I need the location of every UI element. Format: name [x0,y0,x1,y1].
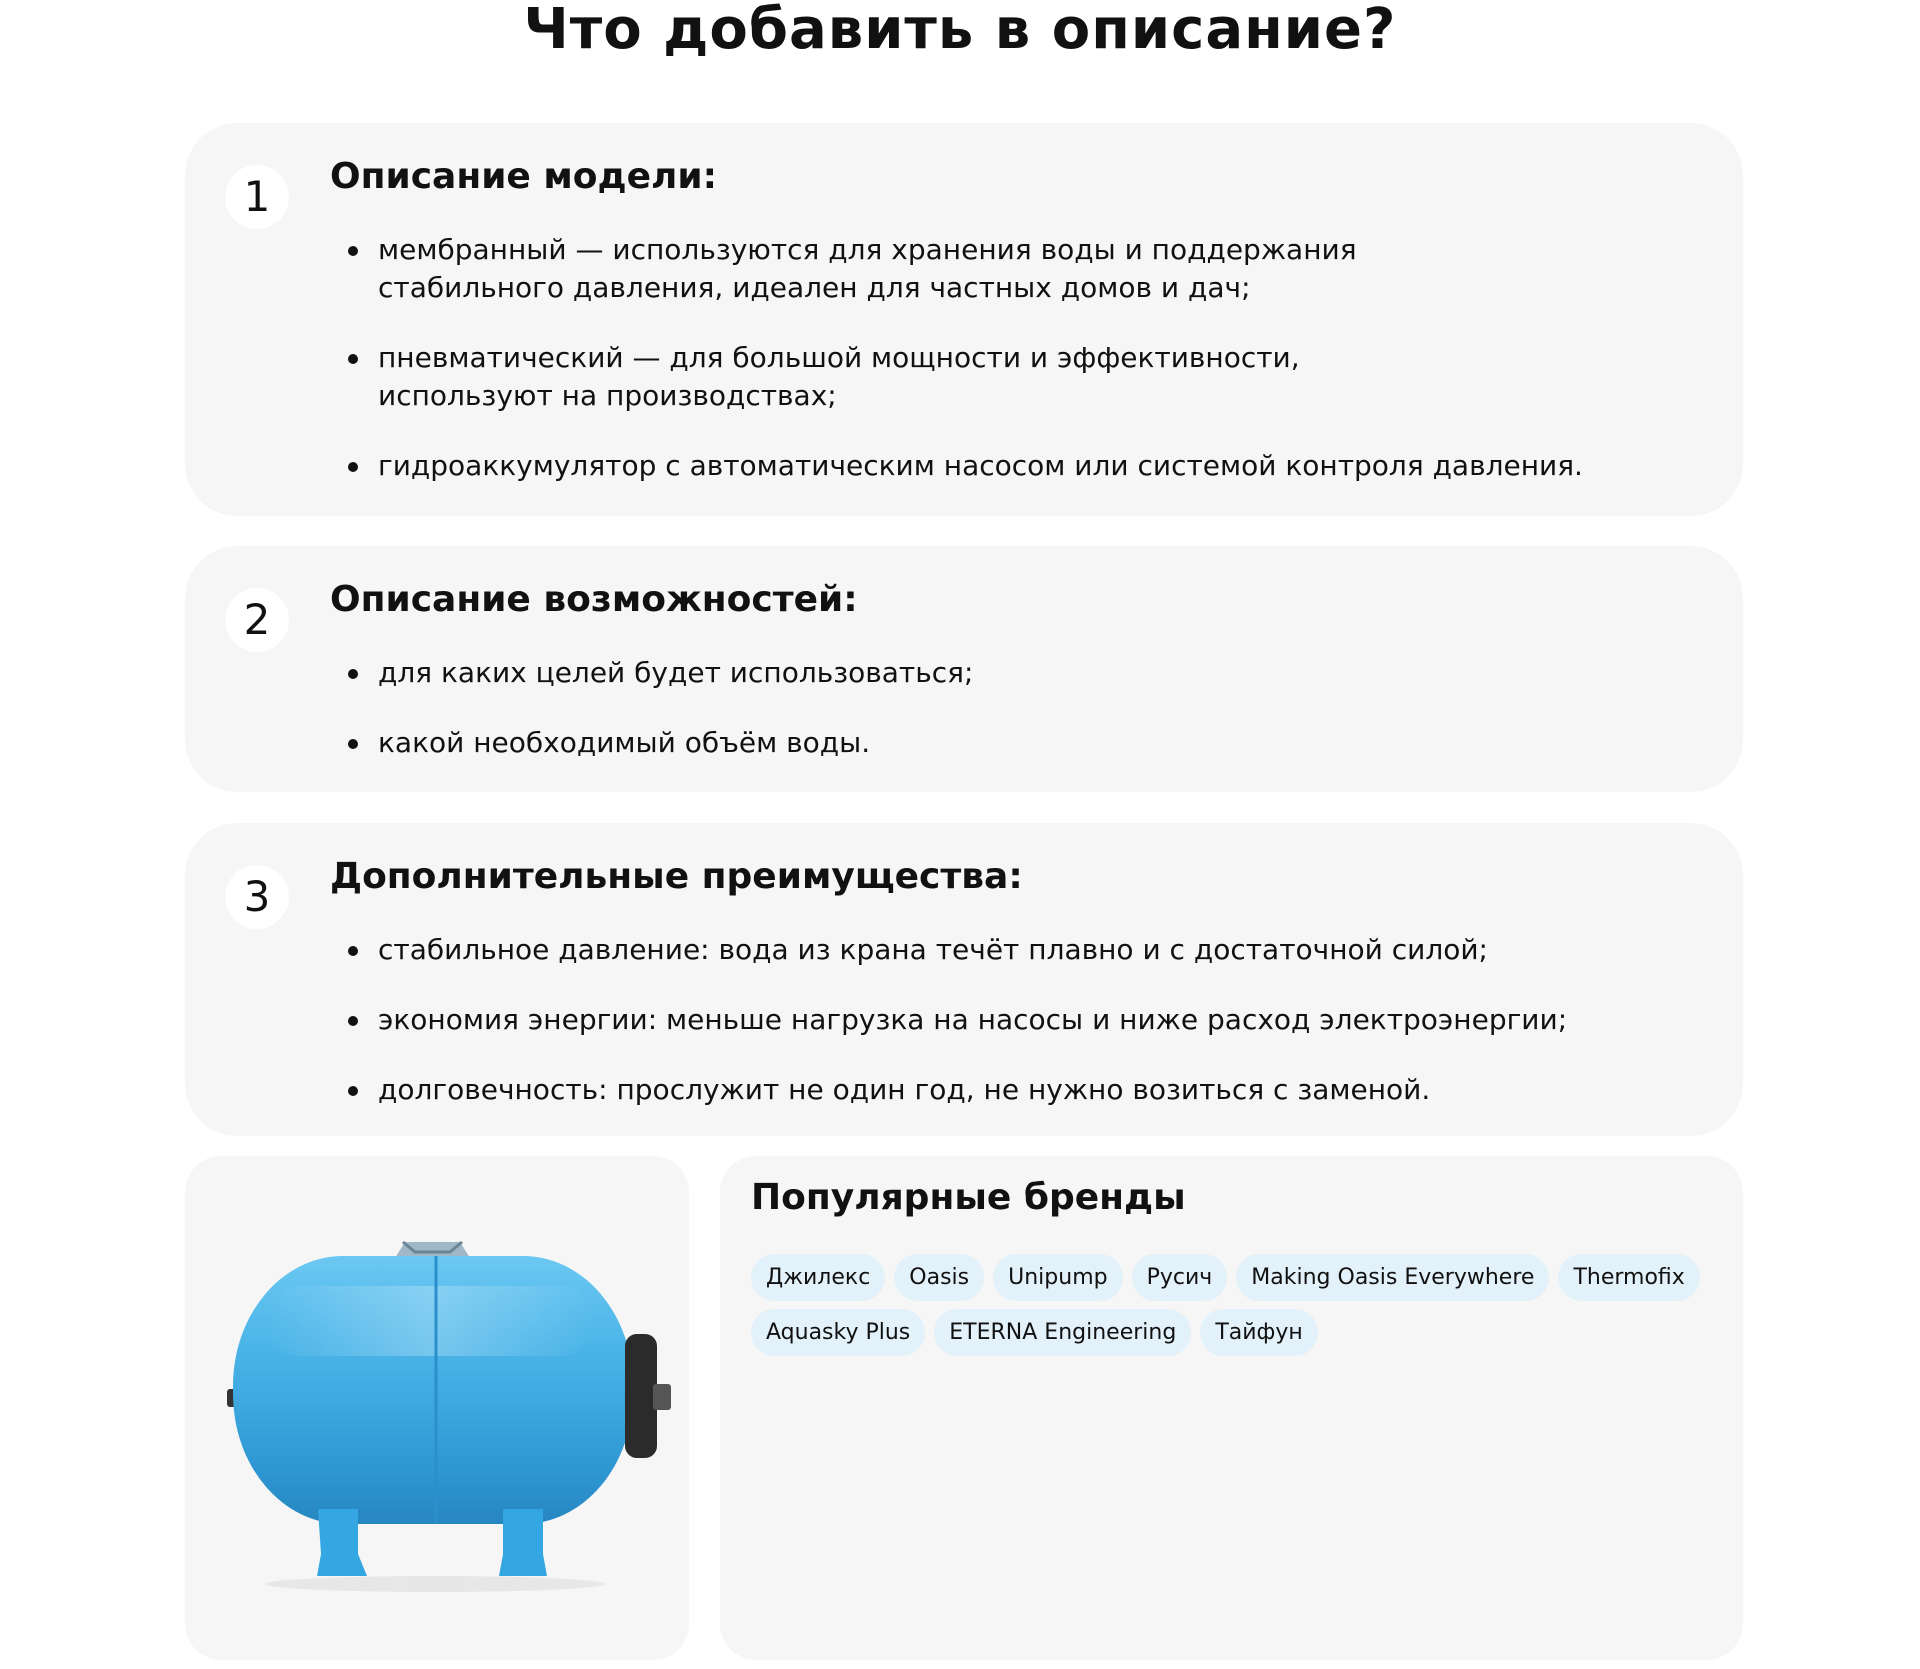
list-item [378,654,973,692]
list-item-line: мембранный — используются для хранения воды и поддержания [378,233,1357,266]
bullet-list [378,654,973,794]
step-number-badge: 3 [225,865,289,929]
brand-chip[interactable]: Unipump [993,1254,1122,1301]
page-title: Что добавить в описание? [523,0,1397,62]
list-item-line: какой необходимый объём воды. [378,726,871,759]
section-card-advantages [185,823,1743,1136]
list-item [378,231,1583,307]
section-title: Описание возможностей: [330,579,858,620]
section-card-model-description [185,123,1743,516]
list-item-line: долговечность: прослужит не один год, не нужно возиться с заменой. [378,1073,1431,1106]
list-item-line: экономия энергии: меньше нагрузка на насосы и ниже расход электроэнергии; [378,1003,1568,1036]
brand-chip[interactable]: Джилекс [751,1254,885,1301]
list-item-line: стабильное давление: вода из крана течёт плавно и с достаточной силой; [378,933,1488,966]
brand-chip[interactable]: Making Oasis Everywhere [1236,1254,1549,1301]
brand-chip[interactable]: ETERNA Engineering [934,1309,1191,1356]
list-item [378,931,1567,969]
brand-chip[interactable]: Русич [1132,1254,1228,1301]
bullet-list [378,931,1567,1141]
brand-chip[interactable]: Oasis [894,1254,984,1301]
list-item-line: гидроаккумулятор с автоматическим насосом или системой контроля давления. [378,449,1583,482]
list-item [378,1071,1567,1109]
step-number-badge: 1 [225,165,289,229]
bullet-list [378,231,1583,517]
section-title: Описание модели: [330,156,718,197]
brands-title: Популярные бренды [751,1177,1186,1218]
section-card-capabilities [185,546,1743,792]
list-item [378,447,1583,485]
section-title: Дополнительные преимущества: [330,856,1023,897]
list-item-line: используют на производствах; [378,379,837,412]
list-item-line: пневматический — для большой мощности и эффективности, [378,341,1300,374]
list-item-line: для каких целей будет использоваться; [378,656,974,689]
brand-chip[interactable]: Thermofix [1558,1254,1699,1301]
list-item [378,1001,1567,1039]
brand-chip[interactable]: Тайфун [1200,1309,1317,1356]
step-number-badge: 2 [225,588,289,652]
popular-brands-card [720,1156,1743,1660]
list-item-line: стабильного давления, идеален для частных домов и дач; [378,271,1251,304]
brand-chip[interactable]: Aquasky Plus [751,1309,925,1356]
hydraulic-accumulator-tank-icon [185,1156,689,1660]
product-image-card [185,1156,689,1660]
list-item [378,724,973,762]
brand-chip-list [751,1254,1711,1356]
list-item [378,339,1583,415]
